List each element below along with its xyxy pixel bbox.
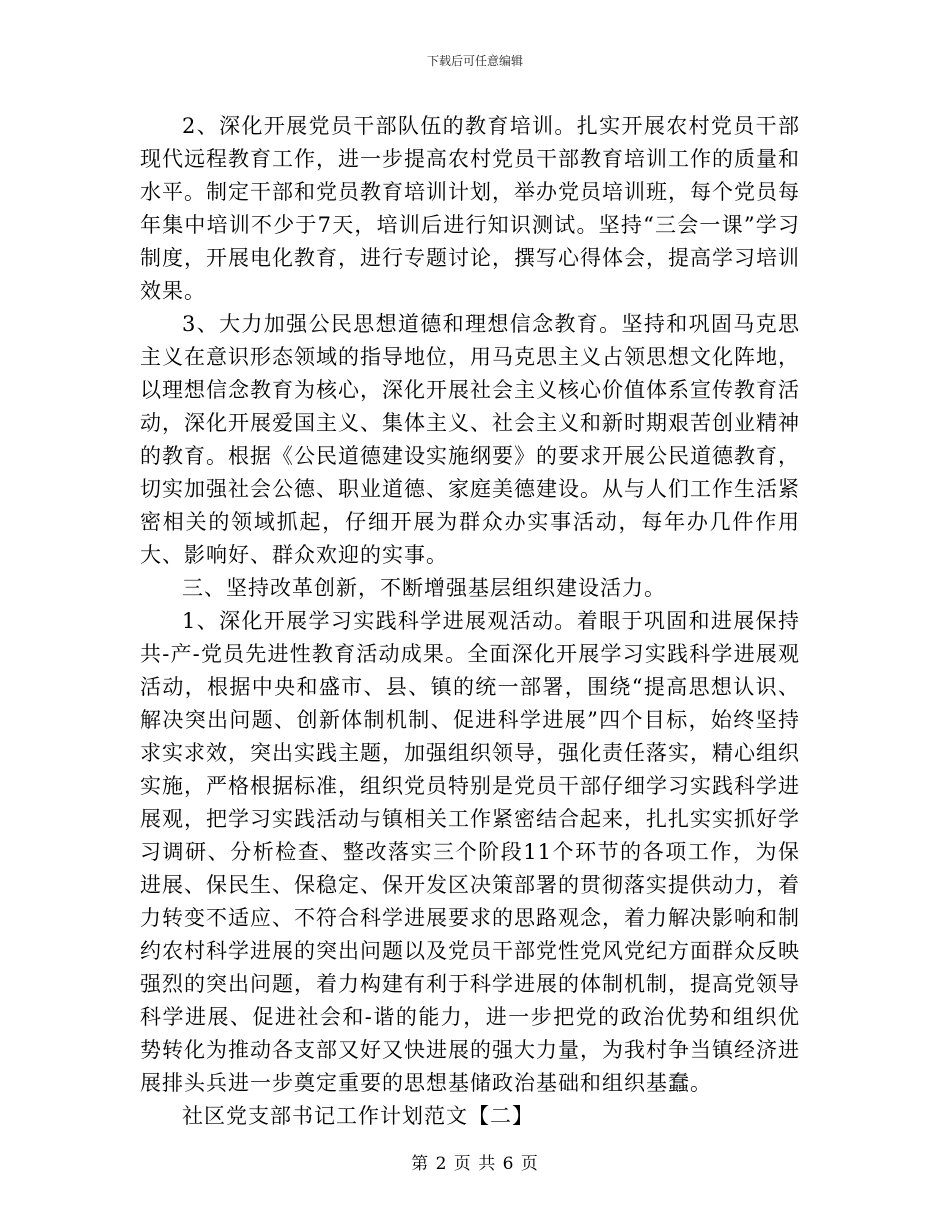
page-header: 下载后可任意编辑 [426,54,523,68]
paragraph-item-3-moral-education: 3、大力加强公民思想道德和理想信念教育。坚持和巩固马克思主义在意识形态领域的指导地位，用马克思主义占领思想文化阵地，以理想信念教育为核心，深化开展社会主义核心价值体系宣传教育活动，深化开展爱国主义、集体主义、社会主义和新时期艰苦创业精神的教育。根据《公民道德建设实施纲要》的要求开展公民道德教育，切实加强社会公德、职业道德、家庭美德建设。从与人们工作生活紧密相关的领域抓起，仔细开展为群众办实事活动，每年办几件作用大、影响好、群众欢迎的实事。 [140,312,800,567]
page-number-footer: 第 2 页 共 6 页 [411,1154,539,1174]
paragraph-item-1-science-development: 1、深化开展学习实践科学进展观活动。着眼于巩固和进展保持共-产-党员先进性教育活动成果。全面深化开展学习实践科学进展观活动，根据中央和盛市、县、镇的统一部署，围绕“提高思想认识、解决突出问题、创新体制机制、促进科学进展”四个目标，始终坚持求实求效，突出实践主题，加强组织领导，强化责任落实，精心组织实施，严格根据标准，组织党员特别是党员干部仔细学习实践科学进展观，把学习实践活动与镇相关工作紧密结合起来，扎扎实实抓好学习调研、分析检查、整改落实三个阶段11个环节的各项工作，为保进展、保民生、保稳定、保开发区决策部署的贯彻落实提供动力，着力转变不适应、不符合科学进展要求的思路观念，着力解决影响和制约农村科学进展的突出问题以及党员干部党性党风党纪方面群众反映强烈的突出问题，着力构建有利于科学进展的体制机制，提高党领导科学进展、促进社会和-谐的能力，进一步把党的政治优势和组织优势转化为推动各支部又好又快进展的强大力量，为我村争当镇经济进展排头兵进一步奠定重要的思想基储政治基础和组织基蠢。 [140,609,800,1095]
paragraph-item-2-training: 2、深化开展党员干部队伍的教育培训。扎实开展农村党员干部现代远程教育工作，进一步提高农村党员干部教育培训工作的质量和水平。制定干部和党员教育培训计划，举办党员培训班，每个党员每年集中培训不少于7天，培训后进行知识测试。坚持“三会一课”学习制度，开展电化教育，进行专题讨论，撰写心得体会，提高学习培训效果。 [140,114,800,303]
next-section-title: 社区党支部书记工作计划范文【二】 [182,1104,534,1128]
section-heading-three: 三、坚持改革创新，不断增强基层组织建设活力。 [182,576,666,600]
document-body [140,110,800,1133]
